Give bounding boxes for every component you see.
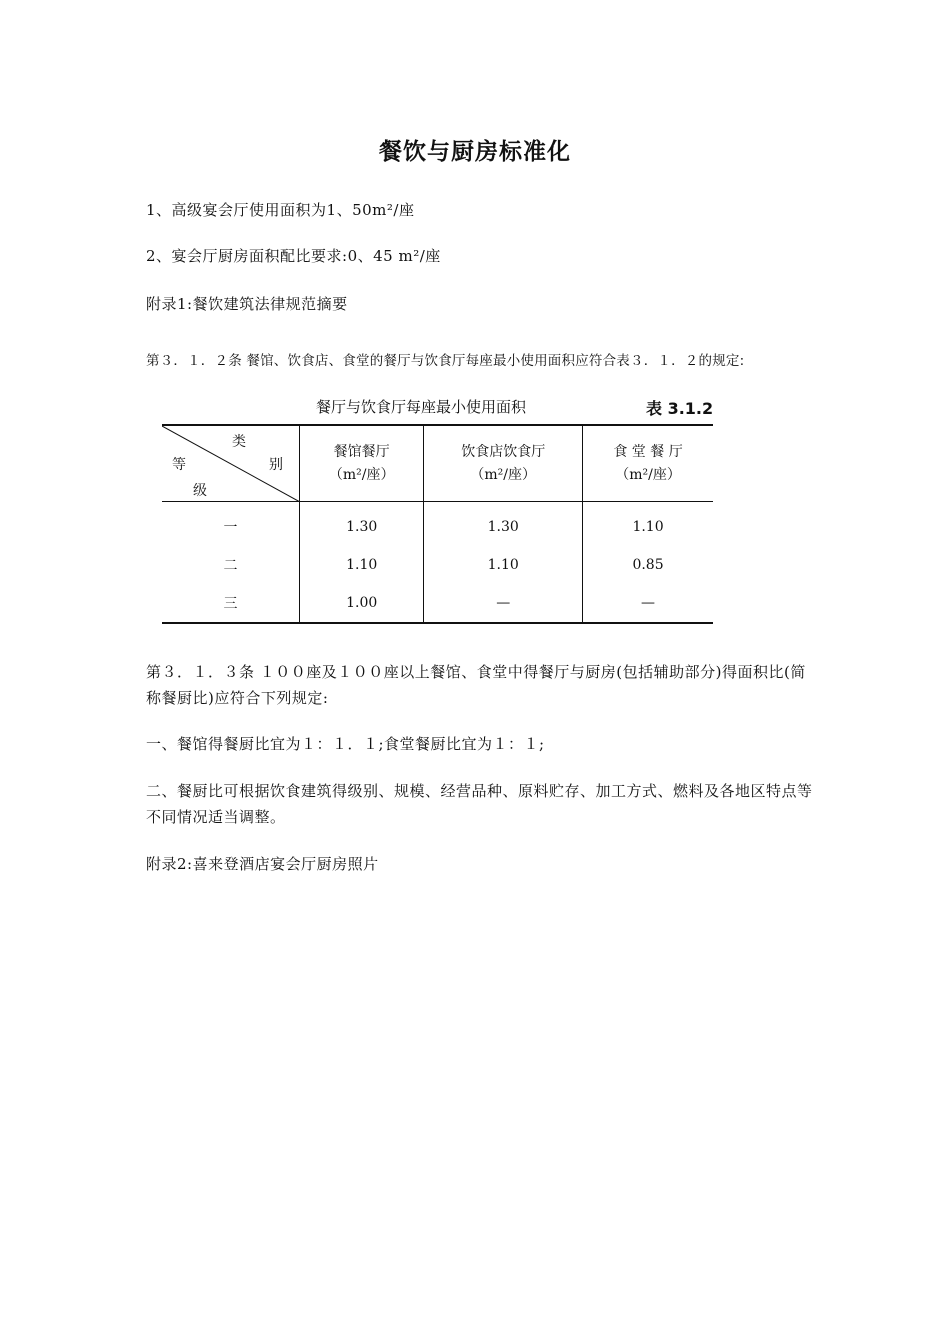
column-header (583, 425, 713, 502)
table-row (162, 546, 713, 584)
column-unit: （m²/座） (470, 466, 536, 483)
appendix-2: 附录2:喜来登酒店宴会厅厨房照片 (146, 855, 379, 873)
column-name: 餐馆餐厅 (333, 443, 390, 460)
value-cell: — (424, 584, 583, 623)
page-title: 餐饮与厨房标准化 (379, 138, 571, 165)
column-name: 饮食店饮食厅 (461, 443, 546, 460)
table-caption: 餐厅与饮食厅每座最小使用面积 (316, 398, 527, 416)
value-cell: 1.30 (300, 502, 424, 547)
value-cell: 1.10 (300, 546, 424, 584)
corner-top-label: 类 (232, 434, 246, 450)
column-name: 食 堂 餐 厅 (613, 443, 683, 460)
table-row (162, 502, 713, 547)
clause-3-1-2: 第３．１．２条 餐馆、饮食店、食堂的餐厅与饮食厅每座最小使用面积应符合表３．１．２的规定: (146, 353, 745, 369)
table-row (162, 584, 713, 623)
column-unit: （m²/座） (615, 466, 681, 483)
table-header-row (162, 425, 713, 502)
appendix-1: 附录1:餐饮建筑法律规范摘要 (146, 295, 348, 313)
value-cell: 1.00 (300, 584, 424, 623)
item-2: 2、宴会厅厨房面积配比要求:0、45 m²/座 (146, 247, 441, 265)
rule-2: 二、餐厨比可根据饮食建筑得级别、规模、经营品种、原料贮存、加工方式、燃料及各地区特点等不同情况适当调整。 (146, 782, 813, 826)
item-1: 1、高级宴会厅使用面积为1、50m²/座 (146, 201, 415, 219)
grade-cell: 二 (223, 558, 238, 574)
corner-bottom-label: 级 (193, 483, 207, 499)
column-header (424, 425, 583, 502)
clause-3-1-3: 第３．１．３条 １００座及１００座以上餐馆、食堂中得餐厅与厨房(包括辅助部分)得面积比(简称餐厨比)应符合下列规定: (146, 663, 806, 707)
table-number: 表 3.1.2 (646, 399, 714, 418)
area-standard-table (162, 424, 713, 624)
value-cell: 1.30 (424, 502, 583, 547)
grade-cell: 一 (223, 520, 238, 536)
value-cell: 1.10 (583, 502, 713, 547)
rule-1: 一、餐馆得餐厨比宜为１：１．１;食堂餐厨比宜为１：１; (146, 735, 545, 753)
value-cell: 1.10 (424, 546, 583, 584)
value-cell: 0.85 (583, 546, 713, 584)
value-cell: — (583, 584, 713, 623)
column-header (300, 425, 424, 502)
corner-left-label: 等 (172, 457, 186, 473)
corner-header (162, 425, 300, 502)
grade-cell: 三 (223, 596, 238, 612)
corner-right-label: 别 (269, 457, 283, 473)
column-unit: （m²/座） (328, 466, 395, 483)
